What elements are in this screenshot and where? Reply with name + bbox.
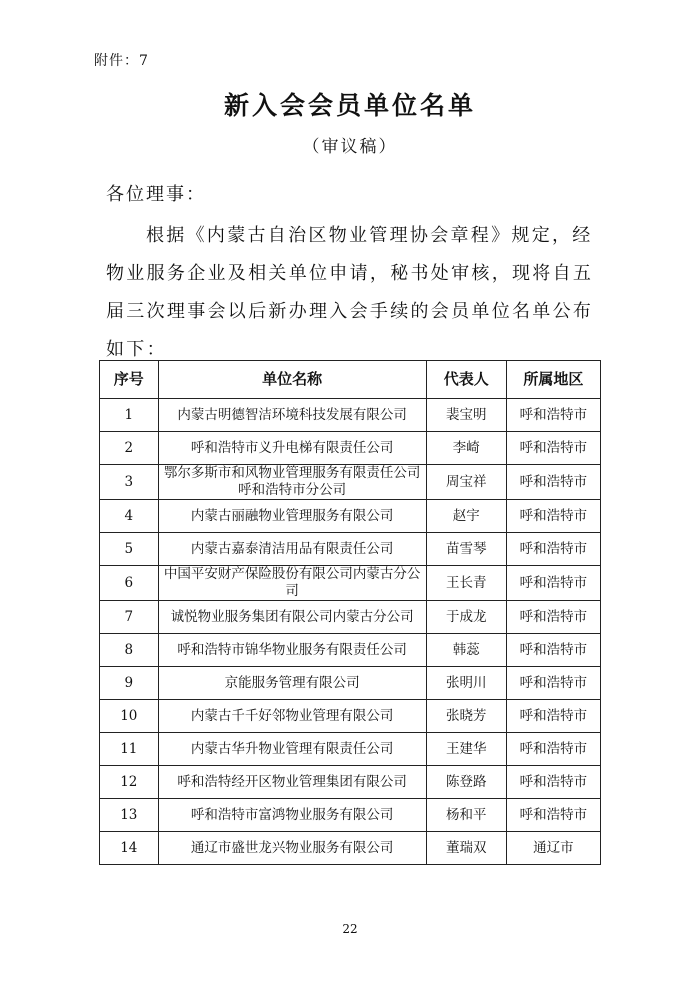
header-no: 序号 xyxy=(100,361,159,399)
cell-rep: 杨和平 xyxy=(426,799,506,832)
document-title: 新入会会员单位名单 xyxy=(223,91,476,120)
cell-no: 6 xyxy=(100,566,159,601)
header-rep: 代表人 xyxy=(426,361,506,399)
table-row xyxy=(100,733,601,766)
cell-no: 2 xyxy=(100,432,159,465)
cell-region: 呼和浩特市 xyxy=(506,700,600,733)
cell-no: 1 xyxy=(100,399,159,432)
cell-region: 呼和浩特市 xyxy=(506,500,600,533)
cell-name: 京能服务管理有限公司 xyxy=(158,667,426,700)
cell-no: 11 xyxy=(100,733,159,766)
cell-no: 9 xyxy=(100,667,159,700)
greeting: 各位理事： xyxy=(106,184,206,205)
cell-region: 呼和浩特市 xyxy=(506,566,600,601)
cell-rep: 张明川 xyxy=(426,667,506,700)
cell-name: 内蒙古明德智洁环境科技发展有限公司 xyxy=(158,399,426,432)
table-row xyxy=(100,601,601,634)
cell-region: 呼和浩特市 xyxy=(506,667,600,700)
cell-no: 5 xyxy=(100,533,159,566)
table-row xyxy=(100,799,601,832)
cell-region: 呼和浩特市 xyxy=(506,533,600,566)
cell-rep: 陈登路 xyxy=(426,766,506,799)
cell-rep: 裴宝明 xyxy=(426,399,506,432)
cell-name: 呼和浩特市富鸿物业服务有限公司 xyxy=(158,799,426,832)
cell-no: 13 xyxy=(100,799,159,832)
table-row xyxy=(100,700,601,733)
table-row xyxy=(100,832,601,865)
cell-no: 12 xyxy=(100,766,159,799)
cell-no: 14 xyxy=(100,832,159,865)
cell-name: 内蒙古千千好邻物业管理有限公司 xyxy=(158,700,426,733)
cell-name: 鄂尔多斯市和风物业管理服务有限责任公司呼和浩特市分公司 xyxy=(158,465,426,500)
cell-region: 呼和浩特市 xyxy=(506,399,600,432)
table-row xyxy=(100,533,601,566)
cell-rep: 韩蕊 xyxy=(426,634,506,667)
header-name: 单位名称 xyxy=(158,361,426,399)
cell-no: 4 xyxy=(100,500,159,533)
cell-no: 8 xyxy=(100,634,159,667)
table-row xyxy=(100,432,601,465)
cell-name: 诚悦物业服务集团有限公司内蒙古分公司 xyxy=(158,601,426,634)
table-row xyxy=(100,667,601,700)
cell-rep: 董瑞双 xyxy=(426,832,506,865)
cell-name: 呼和浩特经开区物业管理集团有限公司 xyxy=(158,766,426,799)
cell-name: 通辽市盛世龙兴物业服务有限公司 xyxy=(158,832,426,865)
cell-rep: 王建华 xyxy=(426,733,506,766)
cell-region: 呼和浩特市 xyxy=(506,432,600,465)
attachment-label: 附件：7 xyxy=(94,53,149,69)
header-region: 所属地区 xyxy=(506,361,600,399)
cell-rep: 苗雪琴 xyxy=(426,533,506,566)
table-row xyxy=(100,566,601,601)
cell-region: 通辽市 xyxy=(506,832,600,865)
cell-rep: 周宝祥 xyxy=(426,465,506,500)
cell-no: 10 xyxy=(100,700,159,733)
cell-rep: 于成龙 xyxy=(426,601,506,634)
table-row xyxy=(100,465,601,500)
cell-region: 呼和浩特市 xyxy=(506,733,600,766)
intro-paragraph: 根据《内蒙古自治区物业管理协会章程》规定，经物业服务企业及相关单位申请，秘书处审核，现将自五届三次理事会以后新办理入会手续的会员单位名单公布如下： xyxy=(106,225,594,360)
cell-rep: 赵宇 xyxy=(426,500,506,533)
cell-no: 3 xyxy=(100,465,159,500)
cell-region: 呼和浩特市 xyxy=(506,465,600,500)
cell-rep: 王长青 xyxy=(426,566,506,601)
cell-region: 呼和浩特市 xyxy=(506,799,600,832)
cell-no: 7 xyxy=(100,601,159,634)
cell-name: 呼和浩特市锦华物业服务有限责任公司 xyxy=(158,634,426,667)
cell-name: 内蒙古华升物业管理有限责任公司 xyxy=(158,733,426,766)
cell-region: 呼和浩特市 xyxy=(506,634,600,667)
table-row xyxy=(100,766,601,799)
table-row xyxy=(100,634,601,667)
cell-name: 中国平安财产保险股份有限公司内蒙古分公司 xyxy=(158,566,426,601)
member-table xyxy=(99,360,601,865)
cell-region: 呼和浩特市 xyxy=(506,766,600,799)
cell-rep: 李崎 xyxy=(426,432,506,465)
table-row xyxy=(100,500,601,533)
table-header-row xyxy=(100,361,601,399)
table-row xyxy=(100,399,601,432)
cell-region: 呼和浩特市 xyxy=(506,601,600,634)
cell-name: 呼和浩特市义升电梯有限责任公司 xyxy=(158,432,426,465)
cell-name: 内蒙古嘉泰清洁用品有限责任公司 xyxy=(158,533,426,566)
cell-name: 内蒙古丽融物业管理服务有限公司 xyxy=(158,500,426,533)
cell-rep: 张晓芳 xyxy=(426,700,506,733)
document-subtitle: （审议稿） xyxy=(302,137,398,157)
page-number: 22 xyxy=(342,922,358,936)
